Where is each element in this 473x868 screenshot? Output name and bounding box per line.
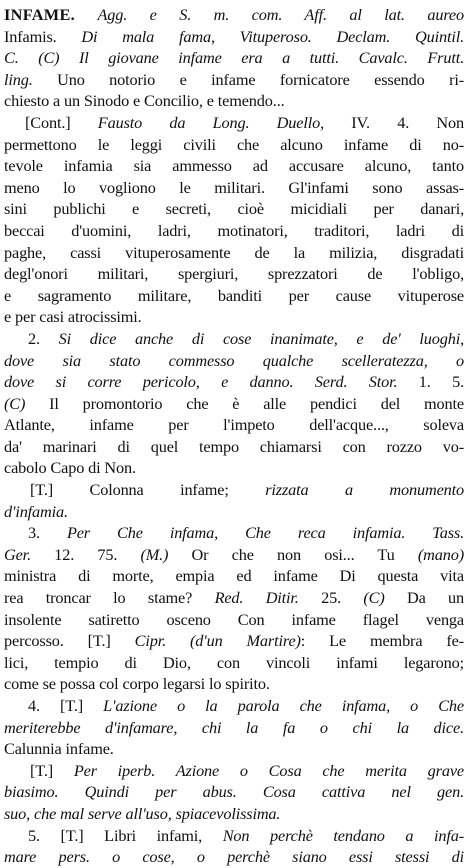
entry-line: degl'onori militari, spergiuri, sprezzatori de l'obligo, — [4, 264, 464, 284]
entry-line: insolente satiretto osceno Con infame flagel venga — [4, 609, 464, 629]
entry-line: e per casi atrocissimi. — [4, 307, 142, 327]
entry-line: permettono le leggi civili che alcuno infame di no- — [4, 134, 464, 154]
entry-line: da' marinari di quel tempo chiamarsi con rozzo vo- — [4, 436, 464, 456]
entry-line: ling. Uno notorio e infame fornicatore essendo ri- — [4, 69, 464, 89]
entry-line: percosso. [T.] Cipr. (d'un Martire): Le membra fe- — [4, 631, 464, 651]
entry-line: [T.] Per iperb. Azione o Cosa che merita grave — [30, 760, 464, 780]
entry-line: suo, che mal serve all'uso, spiacevolissima. — [4, 803, 281, 823]
entry-line: tevole infamia sia ammesso ad accusare alcuno, tanto — [4, 156, 464, 176]
entry-line: sini publichi e secreti, cioè micidiali per danari, — [4, 199, 464, 219]
entry-line: [T.] Colonna infame; rizzata a monumento — [30, 480, 464, 500]
entry-line: lici, tempio di Dio, con vincoli infami legarono; — [4, 652, 464, 672]
entry-line: chiesto a un Sinodo e Concilio, e temendo... — [4, 91, 285, 111]
entry-line: meriterebbe d'infamare, chi la fa o chi la dice. — [4, 717, 464, 737]
entry-line: Ger. 12. 75. (M.) Or che non osi... Tu (mano) — [4, 544, 464, 564]
entry-line: 5. [T.] Libri infami, Non perchè tendano a infa- — [28, 825, 464, 845]
entry-line: e sagramento militare, banditi per cause vituperose — [4, 285, 464, 305]
entry-line: C. (C) Il giovane infame era a tutti. Cavalc. Frutt. — [4, 48, 464, 68]
entry-line: biasimo. Quindi per abus. Cosa cattiva nel gen. — [4, 782, 464, 802]
entry-line: d'infamia. — [4, 501, 68, 521]
dictionary-entry-infame — [4, 4, 464, 868]
entry-line: Infamis. Di mala fama, Vituperoso. Declam. Quintil. — [4, 26, 464, 46]
entry-line: dove sia stato commesso qualche scelleratezza, o — [4, 350, 464, 370]
entry-line: dove si corre pericolo, e danno. Serd. Stor. 1. 5. — [4, 372, 464, 392]
entry-line: (C) Il promontorio che è alle pendici del monte — [4, 393, 464, 413]
entry-headword: INFAME. — [4, 5, 75, 24]
entry-line: meno lo vogliono le militari. Gl'infami sono assas- — [4, 177, 464, 197]
entry-line: beccai d'uomini, ladri, motinatori, traditori, ladri di — [4, 220, 464, 240]
entry-line: come se possa col corpo legarsi lo spirito. — [4, 674, 270, 694]
entry-line: Calunnia infame. — [4, 739, 114, 759]
entry-line: INFAME. Agg. e S. m. com. Aff. al lat. aureo — [4, 5, 465, 24]
entry-line: ministra di morte, empia ed infame Di questa vita — [4, 566, 464, 586]
entry-line: cabolo Capo di Non. — [4, 458, 136, 478]
entry-line: 2. Si dice anche di cose inanimate, e de' luoghi, — [28, 328, 464, 348]
entry-line: Atlante, infame per l'impeto dell'acque..., soleva — [4, 415, 464, 435]
entry-line: 4. [T.] L'azione o la parola che infama, o Che — [28, 696, 464, 715]
entry-line: paghe, cassi vituperosamente de la milizia, disgradati — [4, 242, 464, 262]
entry-line: [Cont.] Fausto da Long. Duello, IV. 4. Non — [25, 112, 464, 132]
entry-line: 3. Per Che infama, Che reca infamia. Tass. — [28, 523, 464, 543]
entry-line: rea troncar lo stame? Red. Ditir. 25. (C) Da un — [4, 588, 464, 608]
entry-line: mare pers. o cose, o perchè siano essi stessi di — [4, 847, 464, 867]
